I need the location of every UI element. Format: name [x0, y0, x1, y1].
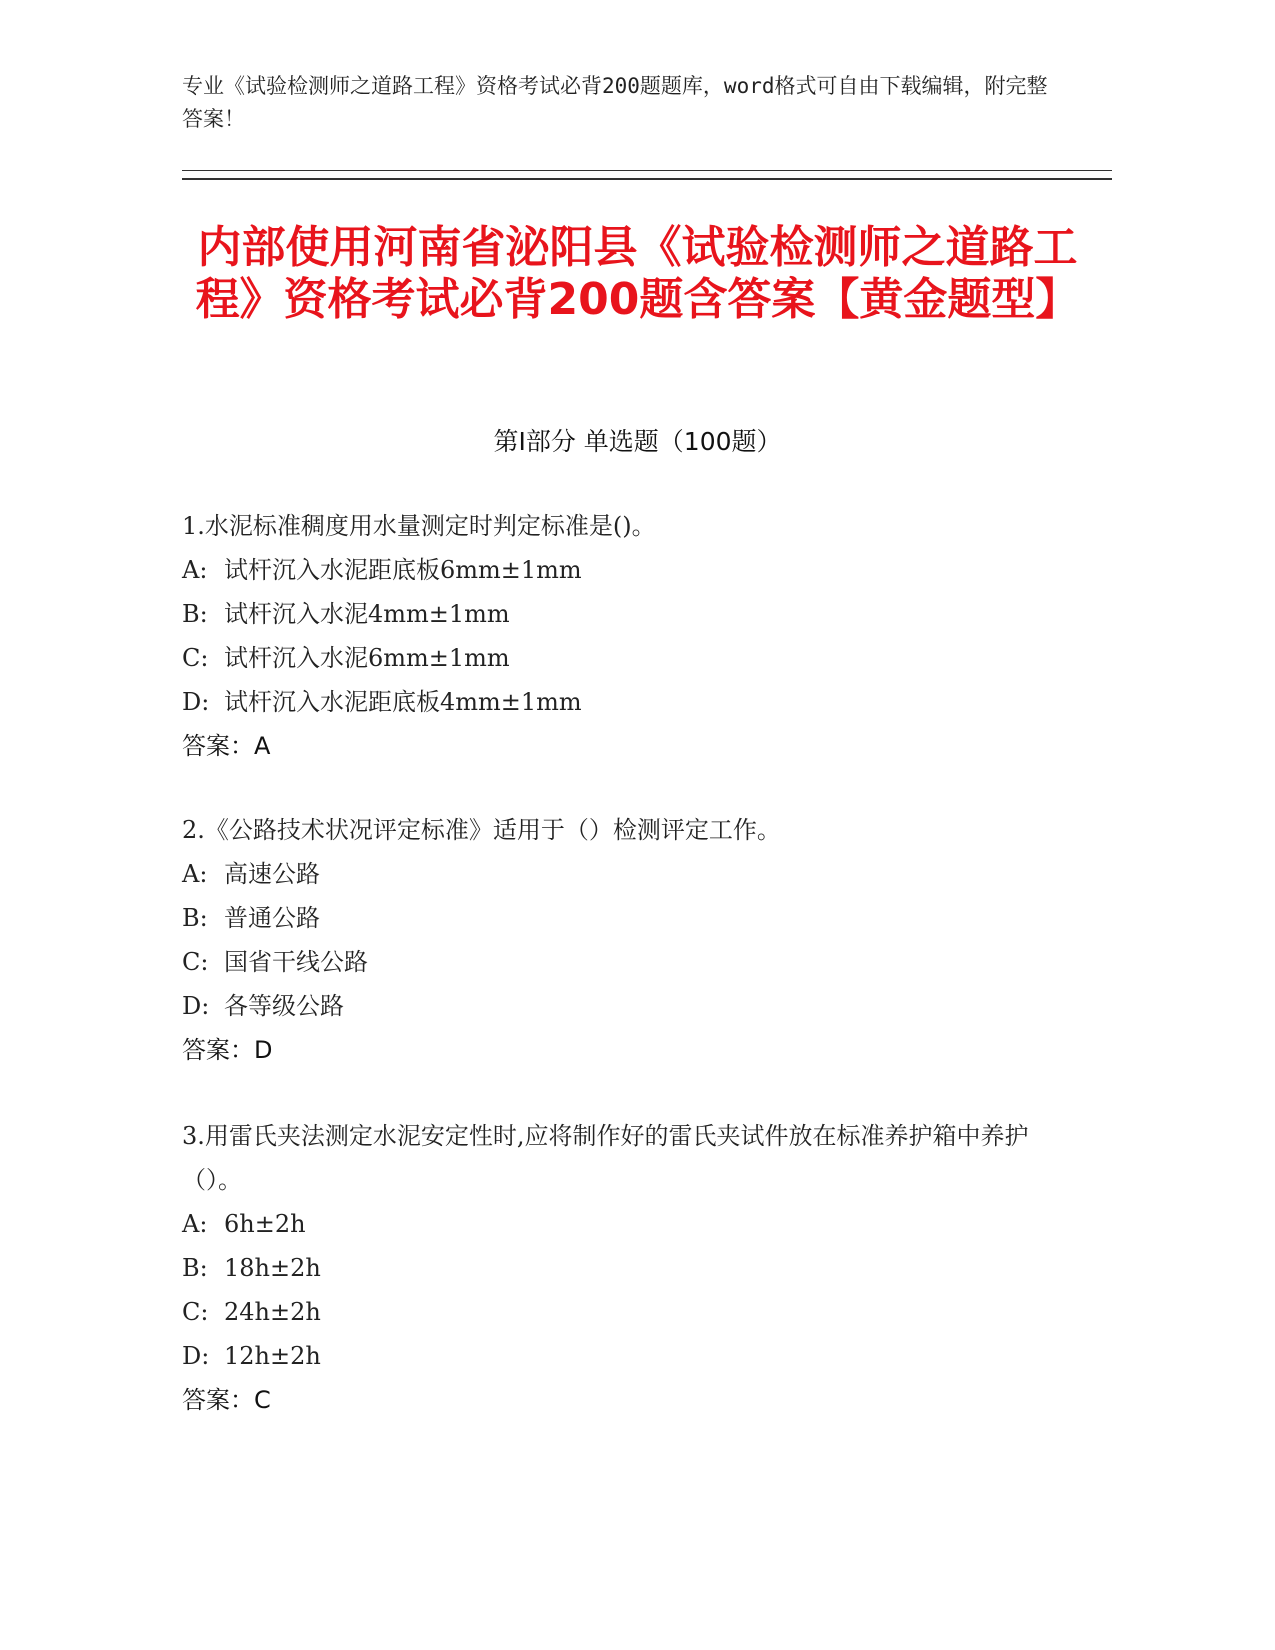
- option-letter: D:: [182, 1342, 210, 1370]
- option-a: [182, 852, 1082, 896]
- option-text: 试杆沉入水泥4mm±1mm: [224, 600, 510, 628]
- header-divider-thick: [182, 178, 1112, 180]
- option-b: [182, 592, 1082, 636]
- option-a: [182, 548, 1082, 592]
- option-text: 12h±2h: [224, 1342, 321, 1370]
- answer-line: 答案：D: [182, 1036, 273, 1064]
- option-text: 高速公路: [224, 860, 320, 888]
- question-stem: 3.用雷氏夹法测定水泥安定性时,应将制作好的雷氏夹试件放在标准养护箱中养护（）。: [182, 1122, 1029, 1194]
- option-letter: D:: [182, 688, 210, 716]
- question-2: [182, 808, 1082, 1072]
- option-letter: A:: [182, 860, 208, 888]
- option-text: 试杆沉入水泥距底板4mm±1mm: [224, 688, 582, 716]
- document-title: 内部使用河南省泌阳县《试验检测师之道路工程》资格考试必背200题含答案【黄金题型】: [195, 222, 1080, 325]
- option-letter: B:: [182, 904, 208, 932]
- option-text: 24h±2h: [224, 1298, 321, 1326]
- option-text: 试杆沉入水泥6mm±1mm: [224, 644, 510, 672]
- option-b: [182, 896, 1082, 940]
- question-stem: 1.水泥标准稠度用水量测定时判定标准是()。: [182, 512, 656, 540]
- option-d: [182, 680, 1082, 724]
- question-3: [182, 1114, 1082, 1422]
- option-c: [182, 1290, 1082, 1334]
- option-a: [182, 1202, 1082, 1246]
- option-letter: A:: [182, 556, 208, 584]
- answer-line: 答案：C: [182, 1386, 271, 1414]
- option-text: 18h±2h: [224, 1254, 321, 1282]
- option-letter: C:: [182, 948, 209, 976]
- option-letter: C:: [182, 1298, 209, 1326]
- option-letter: C:: [182, 644, 209, 672]
- option-c: [182, 940, 1082, 984]
- option-d: [182, 1334, 1082, 1378]
- option-text: 普通公路: [224, 904, 320, 932]
- question-stem: 2.《公路技术状况评定标准》适用于（）检测评定工作。: [182, 816, 781, 844]
- option-letter: D:: [182, 992, 210, 1020]
- option-text: 各等级公路: [224, 992, 344, 1020]
- section-heading: 第I部分 单选题（100题）: [493, 427, 782, 456]
- option-d: [182, 984, 1082, 1028]
- option-letter: A:: [182, 1210, 208, 1238]
- option-letter: B:: [182, 1254, 208, 1282]
- option-c: [182, 636, 1082, 680]
- header-note: 专业《试验检测师之道路工程》资格考试必背200题题库，word格式可自由下载编辑，附完整答案！: [182, 74, 1048, 131]
- header-divider-thin: [182, 170, 1112, 171]
- answer-line: 答案：A: [182, 732, 271, 760]
- question-1: [182, 504, 1082, 768]
- option-text: 6h±2h: [224, 1210, 306, 1238]
- option-text: 国省干线公路: [224, 948, 368, 976]
- option-text: 试杆沉入水泥距底板6mm±1mm: [224, 556, 582, 584]
- option-letter: B:: [182, 600, 208, 628]
- option-b: [182, 1246, 1082, 1290]
